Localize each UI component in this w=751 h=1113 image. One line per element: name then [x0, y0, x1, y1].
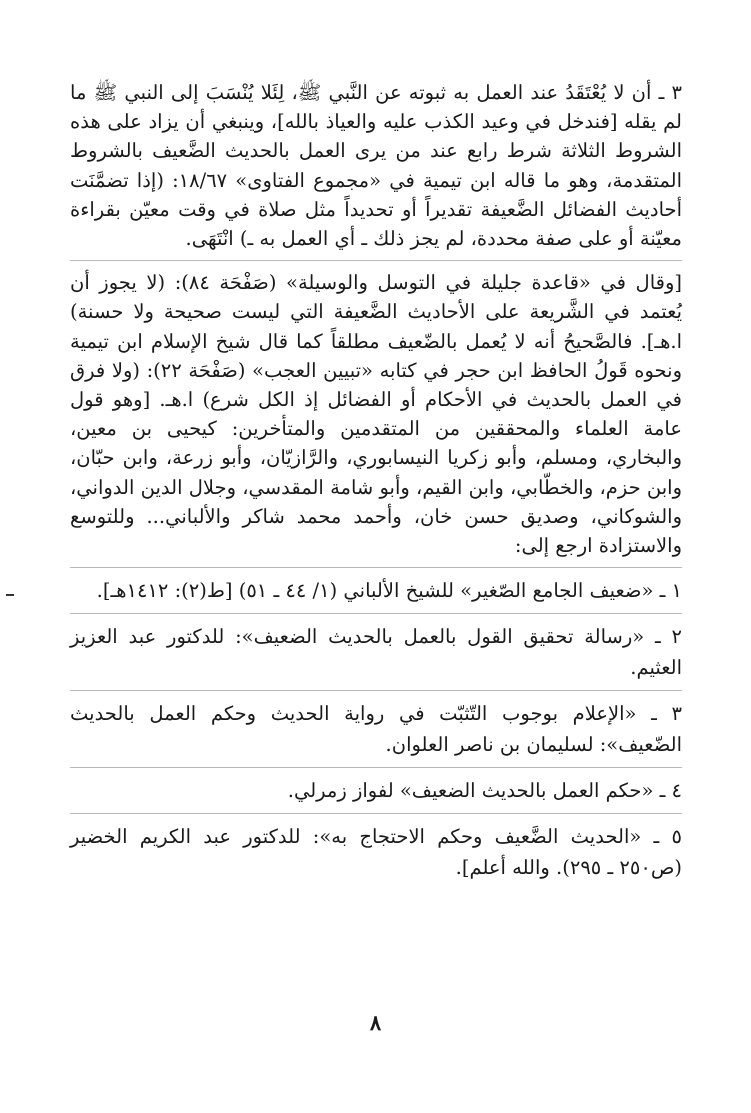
paragraph-condition-three: ٣ ـ أن لا يُعْتَقَدُ عند العمل به ثبوته عن النَّبي ﷺ، لِئَلا يُنْسَبَ إلى النبي ﷺ ما لم يقله [فندخل في وعيد الكذب عليه والعياذ بالله]، وينبغي أن يزاد على هذه الشروط الثلاثة شرط رابع عند من يرى العمل بالحديث الضَّعيف بالشروط المتقدمة، وهو ما قاله ابن تيمية في «مجموع الفتاوى» ١٨/٦٧: (إذا تضمَّنَت أحاديث الفضائل الضَّعيفة تقديراً أو تحديداً مثل صلاة في وقت معيّن بقراءة معيّنة أو على صفة محددة، لم يجز ذلك ـ أي العمل به ـ) انْتَهَى.	[70, 81, 682, 251]
paragraph-ibn-taymiyyah-quote: [وقال في «قاعدة جليلة في التوسل والوسيلة» (صَفْحَة ٨٤): (لا يجوز أن يُعتمد في الشَّريعة على الأحاديث الضَّعيفة التي ليست صحيحة ولا حسنة) ا.هـ]. فالصَّحيحُ أنه لا يُعمل بالضّعيف مطلقاً كما قال شيخ الإسلام ابن تيمية ونحوه قَولُ الحافظ ابن حجر في كتابه «تبيين العجب» (صَفْحَة ٢٢): (ولا فرق في العمل بالحديث في الأحكام أو الفضائل إذ الكل شرع) ا.هـ. [وهو قول عامة العلماء والمحققين من المتقدمين والمتأخرين: كيحيى بن معين، والبخاري، ومسلم، وأبو زكريا النيسابوري، والرَّازيّان، وأبو زرعة، وابن حبّان، وابن حزم، والخطّابي، وابن القيم، وأبو شامة المقدسي، وجلال الدين الدواني، والشوكاني، وصديق حسن خان، وأحمد محمد شاكر والألباني... وللتوسع والاستزادة ارجع إلى:	[70, 271, 683, 558]
reference-item-2: ٢ ـ «رسالة تحقيق القول بالعمل بالحديث الضعيف»: للدكتور عبد العزيز العثيم.	[70, 625, 682, 680]
reference-item-5: ٥ ـ «الحديث الضَّعيف وحكم الاحتجاج به»: للدكتور عبد الكريم الخضير (ص٢٥٠ ـ ٢٩٥). والله أعلم].	[70, 825, 682, 880]
divider	[70, 567, 682, 568]
reference-item-3: ٣ ـ «الإعلام بوجوب التّثبّت في رواية الحديث وحكم العمل بالحديث الضّعيف»: لسليمان بن ناصر العلوان.	[70, 702, 682, 757]
page-body	[70, 78, 682, 883]
page-number: ٨	[369, 1010, 382, 1035]
divider	[70, 613, 682, 614]
divider	[70, 260, 682, 261]
divider	[70, 813, 682, 814]
margin-mark	[6, 594, 14, 596]
reference-item-1: ١ ـ «ضعيف الجامع الصّغير» للشيخ الألباني (١/ ٤٤ ـ ٥١) [ط(٢): ١٤١٢هـ].	[96, 579, 682, 603]
divider	[70, 767, 682, 768]
reference-item-4: ٤ ـ «حكم العمل بالحديث الضعيف» لفواز زمرلي.	[287, 779, 682, 803]
divider	[70, 690, 682, 691]
